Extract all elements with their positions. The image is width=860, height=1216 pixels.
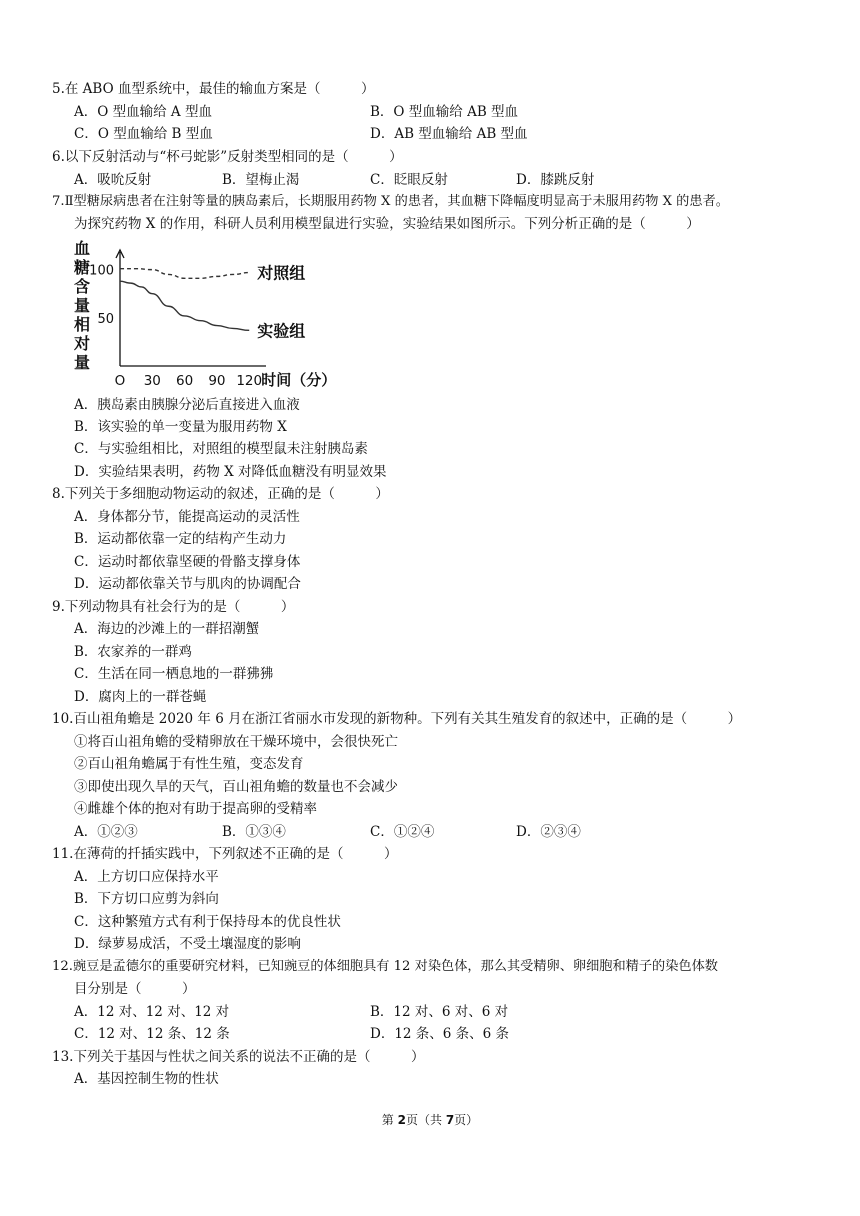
question-5-stem: 5.在 ABO 血型系统中，最佳的输血方案是（ ） [52,81,375,97]
experiment-group-label: 实验组 [257,321,306,341]
y-axis-label-char: 量 [73,296,91,315]
question-8-option-c: C．运动时都依靠坚硬的骨骼支撑身体 [74,554,301,570]
question-5-option-a: A．O 型血输给 A 型血 [74,104,212,120]
question-12-stem-line1: 12.豌豆是孟德尔的重要研究材料，已知豌豆的体细胞具有 12 对染色体，那么其受精卵、卵细胞和精子的染色体数 [52,959,718,974]
y-axis-label-char: 对 [73,334,91,353]
question-7-option-b: B．该实验的单一变量为服用药物 X [74,419,287,435]
footer-suffix: 页） [454,1113,479,1127]
question-10-statement-1: ①将百山祖角蟾的受精卵放在干燥环境中，会很快死亡 [74,734,398,750]
question-8-option-a: A．身体都分节，能提高运动的灵活性 [74,509,300,525]
question-9-option-c: C．生活在同一栖息地的一群狒狒 [74,666,274,682]
question-12-option-b: B．12 对、6 对、6 对 [370,1004,509,1020]
question-11-option-d: D．绿萝易成活，不受土壤湿度的影响 [74,936,301,952]
question-10-option-b: B．①③④ [222,824,286,840]
question-6-option-b: B．望梅止渴 [222,172,300,188]
question-5-option-c: C．O 型血输给 B 型血 [74,126,213,142]
question-8-stem: 8.下列关于多细胞动物运动的叙述，正确的是（ ） [52,486,389,502]
question-11-stem: 11.在薄荷的扦插实践中，下列叙述不正确的是（ ） [52,846,398,862]
question-11-option-a: A．上方切口应保持水平 [74,869,219,885]
question-7-option-d: D．实验结果表明，药物 X 对降低血糖没有明显效果 [74,464,387,480]
x-tick-label: 120 [236,373,263,389]
question-8-option-d: D．运动都依靠关节与肌肉的协调配合 [74,576,301,592]
question-12-option-a: A．12 对、12 对、12 对 [74,1004,230,1020]
question-13-option-a: A．基因控制生物的性状 [74,1071,219,1087]
experiment-group-line [120,281,249,330]
question-9-stem: 9.下列动物具有社会行为的是（ ） [52,599,295,615]
question-11-option-b: B．下方切口应剪为斜向 [74,891,219,907]
question-11-option-c: C．这种繁殖方式有利于保持母本的优良性状 [74,914,341,930]
x-axis-label: 时间（分） [261,371,337,389]
footer-prefix: 第 [381,1113,398,1127]
question-7-stem-line2: 为探究药物 X 的作用，科研人员利用模型鼠进行实验，实验结果如图所示。下列分析正确的是（ ） [74,216,700,232]
question-7-option-c: C．与实验组相比，对照组的模型鼠未注射胰岛素 [74,441,368,457]
question-6-option-a: A．吸吮反射 [74,172,152,188]
question-9-option-a: A．海边的沙滩上的一群招潮蟹 [74,621,260,637]
question-12-option-c: C．12 对、12 条、12 条 [74,1026,230,1042]
question-7-stem-line1: 7.Ⅱ型糖尿病患者在注射等量的胰岛素后，长期服用药物 X 的患者，其血糖下降幅度明显高于未服用药物 X 的患者。 [52,194,729,209]
y-tick-label: 100 [89,263,114,279]
question-9-option-d: D．腐肉上的一群苍蝇 [74,689,207,705]
question-9-option-b: B．农家养的一群鸡 [74,644,192,660]
question-10-option-d: D．②③④ [516,824,581,840]
question-12-option-d: D．12 条、6 条、6 条 [370,1026,510,1042]
x-tick-label: 60 [176,373,194,389]
x-tick-label: 90 [208,373,226,389]
y-axis-label-char: 量 [73,353,91,372]
question-6-option-d: D．膝跳反射 [516,172,595,188]
question-6-option-c: C．眨眼反射 [370,172,448,188]
y-tick-label: 50 [97,311,114,327]
question-6-stem: 6.以下反射活动与“杯弓蛇影”反射类型相同的是（ ） [52,149,403,165]
y-axis-label-char: 血 [73,239,91,258]
control-group-label: 对照组 [257,263,306,283]
question-12-stem-line2: 目分别是（ ） [74,981,196,997]
question-7-option-a: A．胰岛素由胰腺分泌后直接进入血液 [74,397,300,413]
footer-total-pages: 7 [445,1113,455,1127]
question-10-option-c: C．①②④ [370,824,435,840]
question-10-stem: 10.百山祖角蟾是 2020 年 6 月在浙江省丽水市发现的新物种。下列有关其生殖发育的叙述中，正确的是（ ） [52,711,742,727]
question-10-statement-2: ②百山祖角蟾属于有性生殖，变态发育 [74,756,304,772]
question-5-option-b: B．O 型血输给 AB 型血 [370,104,519,120]
question-10-statement-3: ③即使出现久旱的天气，百山祖角蟾的数量也不会减少 [74,779,398,795]
blood-sugar-chart [68,238,368,393]
y-axis-label-char: 相 [73,315,91,334]
page-footer [0,1111,860,1128]
question-8-option-b: B．运动都依靠一定的结构产生动力 [74,531,287,547]
question-10-option-a: A．①②③ [74,824,138,840]
x-tick-label: 30 [143,373,161,389]
y-axis-label-char: 含 [73,277,91,296]
question-13-stem: 13.下列关于基因与性状之间关系的说法不正确的是（ ） [52,1049,425,1065]
control-group-line [120,269,249,279]
x-tick-label: O [114,373,126,389]
question-10-statement-4: ④雌雄个体的抱对有助于提高卵的受精率 [74,801,317,817]
y-axis-label-char: 糖 [73,258,91,277]
question-5-option-d: D．AB 型血输给 AB 型血 [370,126,528,142]
footer-page-number: 2 [397,1113,406,1127]
footer-middle: 页（共 [405,1113,446,1127]
